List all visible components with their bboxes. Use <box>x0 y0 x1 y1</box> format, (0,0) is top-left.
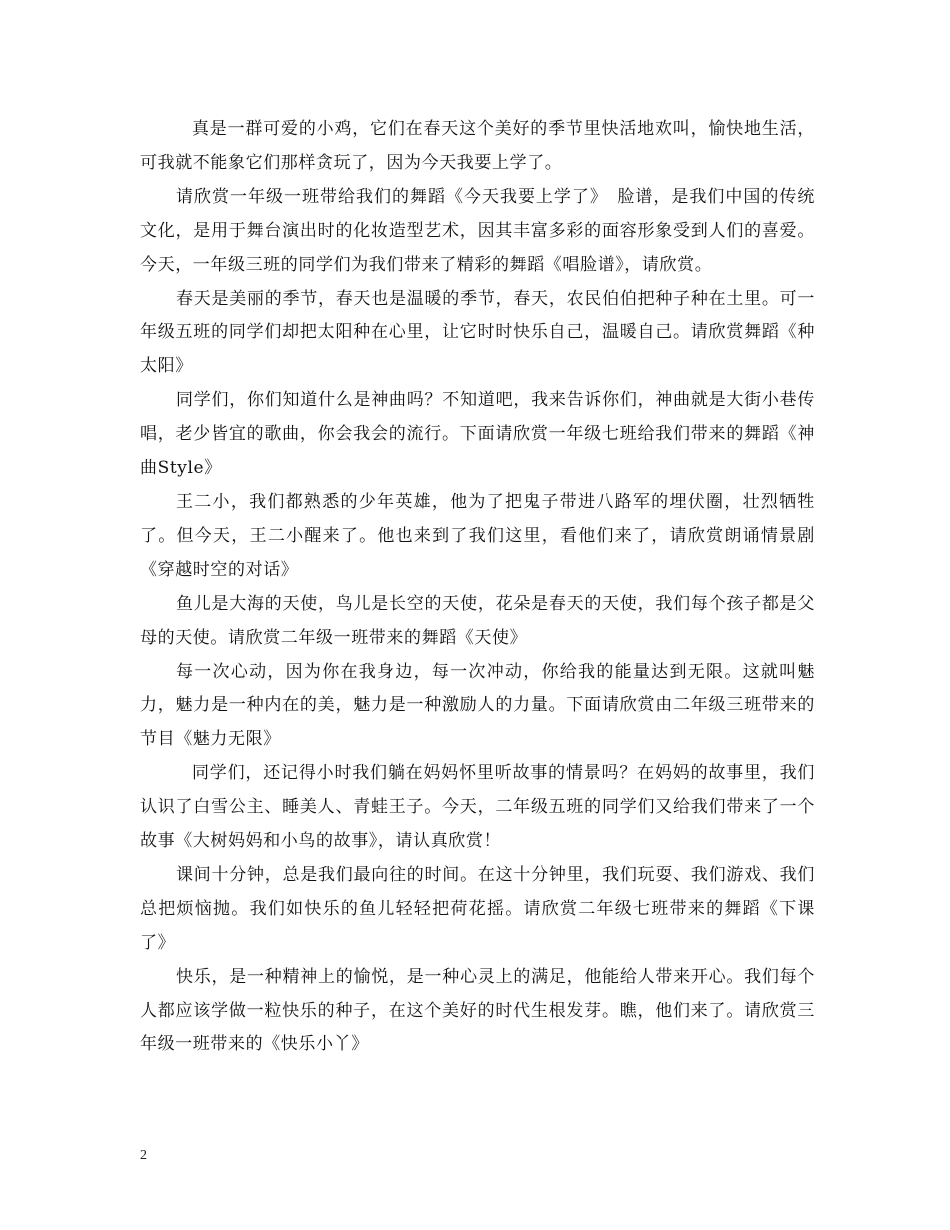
paragraph-7: 每一次心动，因为你在我身边，每一次冲动，你给我的能量达到无限。这就叫魅力，魅力是一种内在的美，魅力是一种激励人的力量。下面请欣赏由二年级三班带来的节目《魅力无限》 <box>140 661 815 750</box>
paragraph-5: 王二小，我们都熟悉的少年英雄，他为了把鬼子带进八路军的埋伏圈，壮烈牺牲了。但今天，王二小醒来了。他也来到了我们这里，看他们来了，请欣赏朗诵情景剧《穿越时空的对话》 <box>140 491 815 580</box>
paragraph-4: 同学们，你们知道什么是神曲吗？不知道吧，我来告诉你们，神曲就是大街小巷传唱，老少皆宜的歌曲，你会我会的流行。下面请欣赏一年级七班给我们带来的舞蹈《神曲Style》 <box>140 390 815 479</box>
paragraph-1: 真是一群可爱的小鸡，它们在春天这个美好的季节里快活地欢叫，愉快地生活，可我就不能象它们那样贪玩了，因为今天我要上学了。 <box>140 119 815 173</box>
paragraph-9: 课间十分钟，总是我们最向往的时间。在这十分钟里，我们玩耍、我们游戏、我们总把烦恼抛。我们如快乐的鱼儿轻轻把荷花摇。请欣赏二年级七班带来的舞蹈《下课了》 <box>140 864 815 953</box>
paragraph-3: 春天是美丽的季节，春天也是温暖的季节，春天，农民伯伯把种子种在土里。可一年级五班的同学们却把太阳种在心里，让它时时快乐自己，温暖自己。请欣赏舞蹈《种太阳》 <box>140 288 815 377</box>
document-body <box>140 113 815 1062</box>
paragraph-2: 请欣赏一年级一班带给我们的舞蹈《今天我要上学了》 脸谱，是我们中国的传统文化，是用于舞台演出时的化妆造型艺术，因其丰富多彩的面容形象受到人们的喜爱。今天，一年级三班的同学们为我们带来了精彩的舞蹈《唱脸谱》，请欣赏。 <box>140 186 815 275</box>
page-number: 2 <box>140 1148 147 1163</box>
paragraph-6: 鱼儿是大海的天使，鸟儿是长空的天使，花朵是春天的天使，我们每个孩子都是父母的天使。请欣赏二年级一班带来的舞蹈《天使》 <box>140 593 815 648</box>
paragraph-8: 同学们，还记得小时我们躺在妈妈怀里听故事的情景吗？在妈妈的故事里，我们认识了白雪公主、睡美人、青蛙王子。今天，二年级五班的同学们又给我们带来了一个故事《大树妈妈和小鸟的故事》，请认真欣赏！ <box>140 763 815 852</box>
paragraph-10: 快乐，是一种精神上的愉悦，是一种心灵上的满足，他能给人带来开心。我们每个人都应该学做一粒快乐的种子，在这个美好的时代生根发芽。瞧，他们来了。请欣赏三年级一班带来的《快乐小丫》 <box>140 966 815 1055</box>
